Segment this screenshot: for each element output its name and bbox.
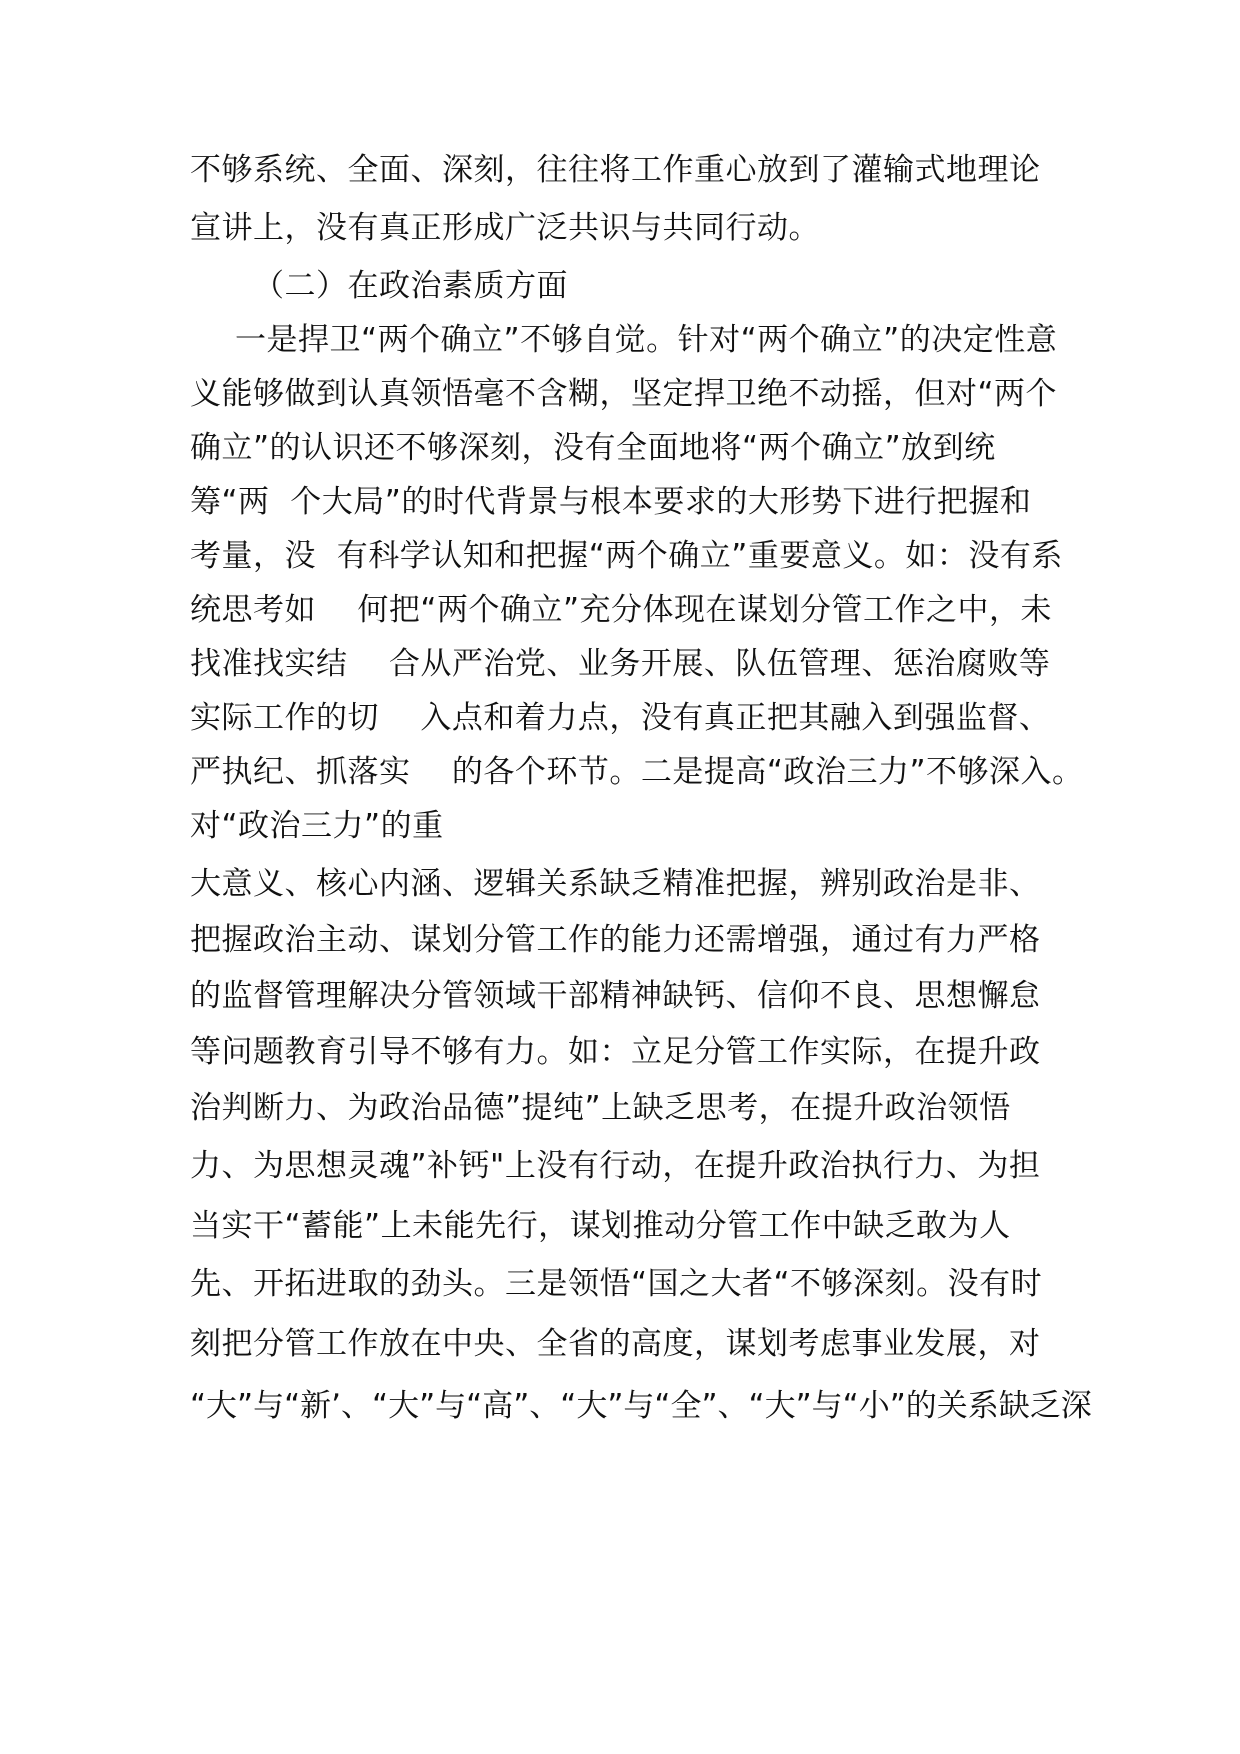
text-line: 义能够做到认真领悟毫不含糊，坚定捍卫绝不动摇，但对“两个 xyxy=(190,376,1058,412)
text-line: 宣讲上，没有真正形成广泛共识与共同行动。 xyxy=(190,210,820,246)
text-line: 等问题教育引导不够有力。如：立足分管工作实际，在提升政 xyxy=(190,1034,1041,1070)
text-line: 大意义、核心内涵、逻辑关系缺乏精准把握，辨别政治是非、 xyxy=(190,866,1041,902)
text-line: 一是捍卫“两个确立”不够自觉。针对“两个确立”的决定性意 xyxy=(235,322,1058,358)
text-line: 对“政治三力”的重 xyxy=(190,808,444,844)
text-line: 严执纪、抓落实 的各个环节。二是提高“政治三力”不够深入。 xyxy=(190,754,1084,790)
text-line: 考量，没 有科学认知和把握“两个确立”重要意义。如：没有系 xyxy=(190,538,1063,574)
text-line: 刻把分管工作放在中央、全省的高度，谋划考虑事业发展，对 xyxy=(190,1326,1041,1362)
text-line: 不够系统、全面、深刻，往往将工作重心放到了灌输式地理论 xyxy=(190,152,1041,188)
text-line: 统思考如 何把“两个确立”充分体现在谋划分管工作之中，未 xyxy=(190,592,1053,628)
text-line: 先、开拓进取的劲头。三是领悟“国之大者“不够深刻。没有时 xyxy=(190,1266,1043,1302)
text-line: 的监督管理解决分管领域干部精神缺钙、信仰不良、思想懈怠 xyxy=(190,978,1041,1014)
text-line: 治判断力、为政治品德”提纯”上缺乏思考，在提升政治领悟 xyxy=(190,1090,1011,1126)
text-line: 找准找实结 合从严治党、业务开展、队伍管理、惩治腐败等 xyxy=(190,646,1051,682)
text-line: 当实干“蓄能”上未能先行，谋划推动分管工作中缺乏敢为人 xyxy=(190,1208,1011,1244)
text-line: 实际工作的切 入点和着力点，没有真正把其融入到强监督、 xyxy=(190,700,1051,736)
text-line: “大”与“新’、“大”与“高”、“大”与“全”、“大”与“小”的关系缺乏深 xyxy=(190,1388,1092,1424)
section-heading: （二）在政治素质方面 xyxy=(253,268,568,304)
text-line: 确立”的认识还不够深刻，没有全面地将“两个确立”放到统 xyxy=(190,430,996,466)
text-line: 筹“两 个大局”的时代背景与根本要求的大形势下进行把握和 xyxy=(190,484,1032,520)
text-line: 力、为思想灵魂”补钙"上没有行动，在提升政治执行力、为担 xyxy=(190,1148,1041,1184)
text-line: 把握政治主动、谋划分管工作的能力还需增强，通过有力严格 xyxy=(190,922,1041,958)
